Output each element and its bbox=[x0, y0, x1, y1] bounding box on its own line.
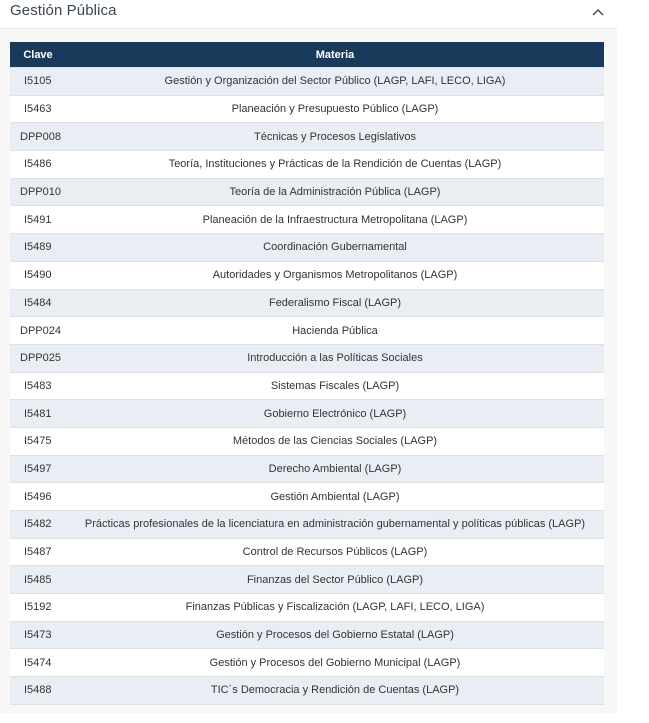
table-row bbox=[10, 344, 604, 372]
cell-clave: I5481 bbox=[10, 400, 66, 428]
table-row bbox=[10, 289, 604, 317]
table-row bbox=[10, 511, 604, 539]
cell-materia: Planeación de la Infraestructura Metropolitana (LAGP) bbox=[66, 206, 604, 234]
cell-clave: I5488 bbox=[10, 677, 66, 705]
table-row bbox=[10, 427, 604, 455]
column-header-clave: Clave bbox=[10, 42, 66, 68]
cell-clave: DPP025 bbox=[10, 344, 66, 372]
accordion-header[interactable] bbox=[0, 0, 617, 29]
table-row bbox=[10, 677, 604, 705]
table-row bbox=[10, 151, 604, 179]
cell-materia: Planeación y Presupuesto Público (LAGP) bbox=[66, 95, 604, 123]
cell-materia: Teoría de la Administración Pública (LAGP) bbox=[66, 178, 604, 206]
cell-materia: Federalismo Fiscal (LAGP) bbox=[66, 289, 604, 317]
table-row bbox=[10, 538, 604, 566]
cell-clave: I5484 bbox=[10, 289, 66, 317]
cell-materia: Gestión y Procesos del Gobierno Municipal (LAGP) bbox=[66, 649, 604, 677]
cell-materia: TIC´s Democracia y Rendición de Cuentas (LAGP) bbox=[66, 677, 604, 705]
cell-materia: Técnicas y Procesos Legislativos bbox=[66, 123, 604, 151]
table-row bbox=[10, 566, 604, 594]
table-row bbox=[10, 261, 604, 289]
table-row bbox=[10, 95, 604, 123]
cell-clave: DPP008 bbox=[10, 123, 66, 151]
table-row bbox=[10, 317, 604, 345]
cell-clave: I5482 bbox=[10, 511, 66, 539]
cell-clave: DPP024 bbox=[10, 317, 66, 345]
table-row bbox=[10, 400, 604, 428]
cell-materia: Gestión Ambiental (LAGP) bbox=[66, 483, 604, 511]
cell-clave: I5192 bbox=[10, 594, 66, 622]
cell-clave: I5475 bbox=[10, 427, 66, 455]
subjects-table-container bbox=[10, 42, 604, 705]
section-title: Gestión Pública bbox=[10, 2, 117, 19]
table-row bbox=[10, 455, 604, 483]
cell-materia: Gobierno Electrónico (LAGP) bbox=[66, 400, 604, 428]
table-row bbox=[10, 68, 604, 96]
column-header-materia: Materia bbox=[66, 42, 604, 68]
cell-clave: I5474 bbox=[10, 649, 66, 677]
cell-materia: Gestión y Organización del Sector Público (LAGP, LAFI, LECO, LIGA) bbox=[66, 68, 604, 96]
cell-clave: I5483 bbox=[10, 372, 66, 400]
cell-clave: DPP010 bbox=[10, 178, 66, 206]
table-row bbox=[10, 483, 604, 511]
cell-materia: Introducción a las Políticas Sociales bbox=[66, 344, 604, 372]
cell-materia: Derecho Ambiental (LAGP) bbox=[66, 455, 604, 483]
cell-clave: I5490 bbox=[10, 261, 66, 289]
table-header-row bbox=[10, 42, 604, 68]
table-row bbox=[10, 206, 604, 234]
table-row bbox=[10, 649, 604, 677]
table-row bbox=[10, 178, 604, 206]
cell-materia: Gestión y Procesos del Gobierno Estatal (LAGP) bbox=[66, 621, 604, 649]
subjects-table bbox=[10, 42, 604, 705]
cell-materia: Autoridades y Organismos Metropolitanos (LAGP) bbox=[66, 261, 604, 289]
cell-materia: Sistemas Fiscales (LAGP) bbox=[66, 372, 604, 400]
cell-clave: I5489 bbox=[10, 234, 66, 262]
table-header bbox=[10, 42, 604, 68]
cell-clave: I5497 bbox=[10, 455, 66, 483]
chevron-up-icon[interactable] bbox=[588, 4, 608, 20]
table-body bbox=[10, 68, 604, 705]
cell-materia: Métodos de las Ciencias Sociales (LAGP) bbox=[66, 427, 604, 455]
table-row bbox=[10, 123, 604, 151]
cell-clave: I5487 bbox=[10, 538, 66, 566]
table-row bbox=[10, 621, 604, 649]
table-row bbox=[10, 594, 604, 622]
cell-materia: Control de Recursos Públicos (LAGP) bbox=[66, 538, 604, 566]
cell-clave: I5486 bbox=[10, 151, 66, 179]
cell-materia: Finanzas Públicas y Fiscalización (LAGP, LAFI, LECO, LIGA) bbox=[66, 594, 604, 622]
cell-materia: Prácticas profesionales de la licenciatura en administración gubernamental y políticas públicas (LAGP) bbox=[66, 511, 604, 539]
table-row bbox=[10, 234, 604, 262]
cell-clave: I5485 bbox=[10, 566, 66, 594]
table-row bbox=[10, 372, 604, 400]
cell-materia: Teoría, Instituciones y Prácticas de la Rendición de Cuentas (LAGP) bbox=[66, 151, 604, 179]
cell-clave: I5105 bbox=[10, 68, 66, 96]
cell-clave: I5491 bbox=[10, 206, 66, 234]
cell-materia: Coordinación Gubernamental bbox=[66, 234, 604, 262]
cell-clave: I5463 bbox=[10, 95, 66, 123]
cell-materia: Finanzas del Sector Público (LAGP) bbox=[66, 566, 604, 594]
cell-materia: Hacienda Pública bbox=[66, 317, 604, 345]
cell-clave: I5496 bbox=[10, 483, 66, 511]
cell-clave: I5473 bbox=[10, 621, 66, 649]
